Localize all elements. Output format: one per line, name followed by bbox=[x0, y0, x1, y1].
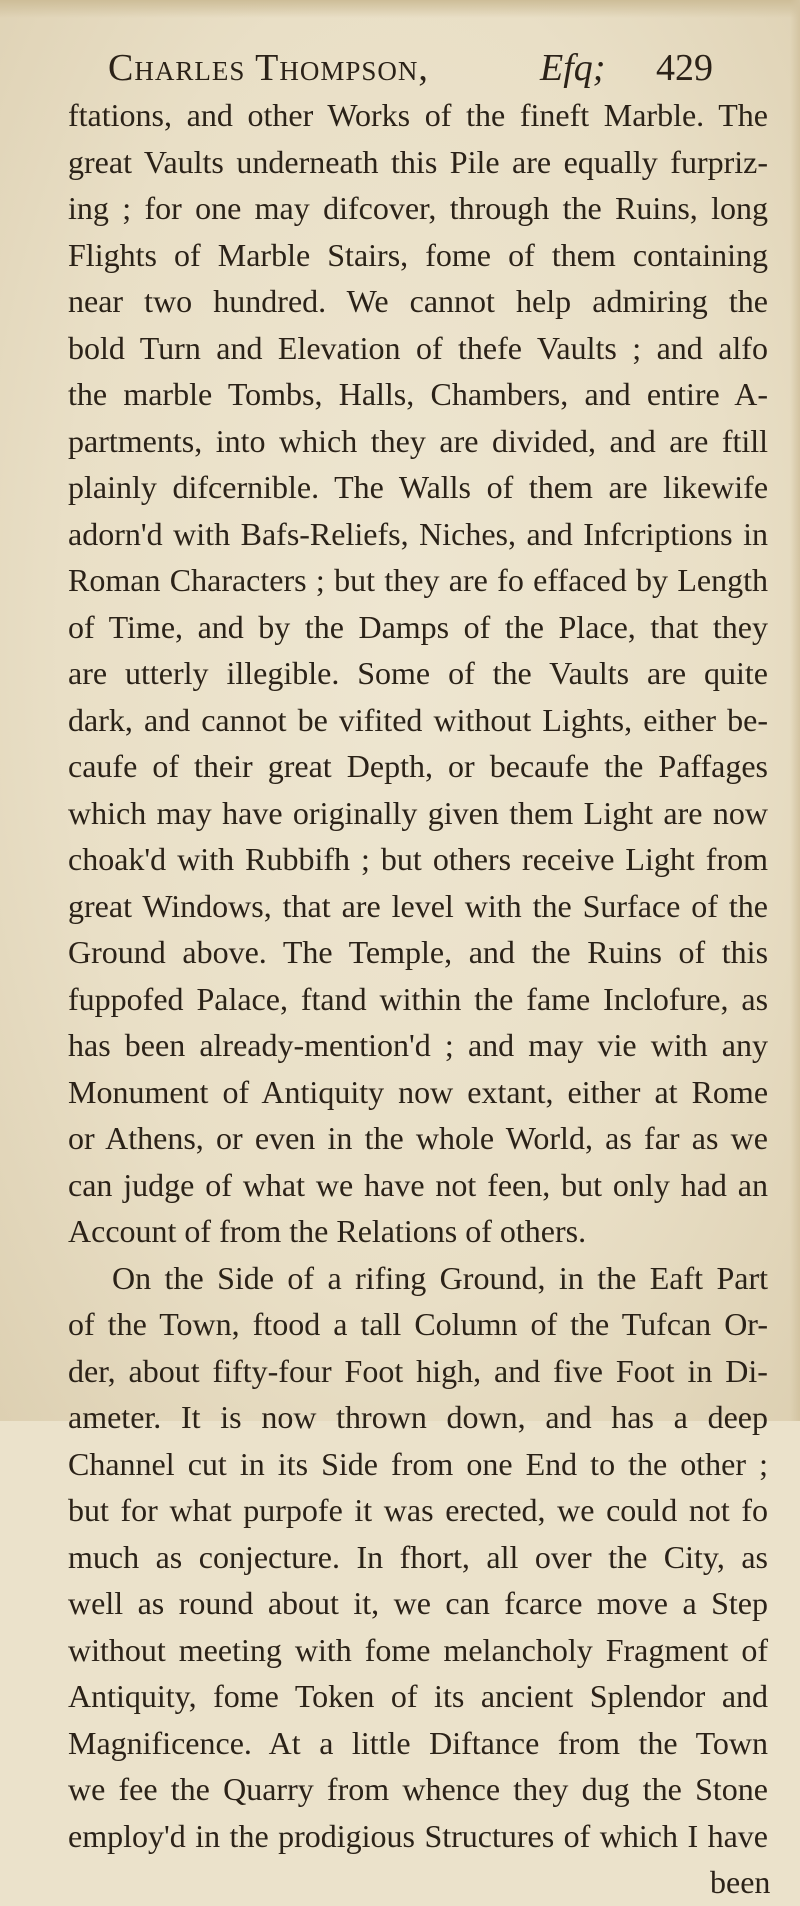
page-number: 429 bbox=[656, 47, 713, 89]
text-line: Account of from the Relations of others. bbox=[68, 1213, 587, 1249]
catchword: been bbox=[710, 1864, 771, 1900]
text-line: partments, into which they are divided, and are ftill bbox=[68, 422, 769, 459]
text-line: great Windows, that are level with the Surface of the bbox=[68, 887, 768, 924]
text-line: much as conjecture. In fhort, all over the City, as bbox=[68, 1538, 768, 1575]
text-line: Antiquity, fome Token of its ancient Splendor and bbox=[68, 1678, 769, 1714]
running-header bbox=[0, 38, 800, 98]
text-line: without meeting with fome melancholy Fragment of bbox=[68, 1631, 769, 1668]
paragraph-start-line: On the Side of a rifing Ground, in the Eaft Part bbox=[112, 1259, 769, 1296]
text-line: ing ; for one may difcover, through the Ruins, long bbox=[68, 190, 768, 226]
text-line: or Athens, or even in the whole World, as far as we bbox=[68, 1120, 768, 1156]
text-line: bold Turn and Elevation of thefe Vaults ; and alfo bbox=[68, 329, 768, 366]
text-line: but for what purpofe it was erected, we could not fo bbox=[68, 1492, 768, 1528]
text-line: which may have originally given them Light are now bbox=[68, 794, 768, 831]
text-line: adorn'd with Bafs-Reliefs, Niches, and Infcriptions in bbox=[68, 515, 769, 552]
text-line: Ground above. The Temple, and the Ruins of this bbox=[68, 934, 769, 970]
text-line: we fee the Quarry from whence they dug the Stone bbox=[68, 1771, 768, 1807]
text-line: Flights of Marble Stairs, fome of them containing bbox=[68, 236, 768, 273]
text-line: ftations, and other Works of the fineft Marble. The bbox=[68, 97, 769, 133]
page-top-edge bbox=[0, 0, 800, 18]
text-line: can judge of what we have not feen, but only had an bbox=[68, 1166, 769, 1203]
text-line: plainly difcernible. The Walls of them are likewife bbox=[68, 469, 769, 505]
text-line: of the Town, ftood a tall Column of the Tufcan Or- bbox=[68, 1306, 768, 1342]
text-line: the marble Tombs, Halls, Chambers, and entire A- bbox=[68, 376, 768, 412]
text-line: ameter. It is now thrown down, and has a deep bbox=[68, 1399, 768, 1435]
text-line: well as round about it, we can fcarce move a Step bbox=[68, 1585, 769, 1621]
text-line: fuppofed Palace, ftand within the fame Inclofure, as bbox=[68, 980, 769, 1017]
text-line: Monument of Antiquity now extant, either at Rome bbox=[68, 1073, 769, 1110]
text-line: Magnificence. At a little Diftance from the Town bbox=[68, 1724, 769, 1761]
running-title: Charles Thompson, bbox=[108, 47, 429, 89]
body-text bbox=[68, 92, 771, 1906]
text-line: choak'd with Rubbifh ; but others receive Light from bbox=[68, 841, 768, 877]
text-line: has been already-mention'd ; and may vie with any bbox=[68, 1027, 769, 1063]
text-line: Roman Characters ; but they are fo effaced by Length bbox=[68, 562, 769, 598]
text-line: near two hundred. We cannot help admiring the bbox=[68, 283, 768, 319]
text-line: great Vaults underneath this Pile are equally furpriz- bbox=[68, 143, 769, 180]
text-line: dark, and cannot be vifited without Lights, either be- bbox=[68, 701, 768, 738]
text-line: are utterly illegible. Some of the Vaults are quite bbox=[68, 655, 769, 691]
text-line: der, about fifty-four Foot high, and five Foot in Di- bbox=[68, 1352, 768, 1389]
text-line: caufe of their great Depth, or becaufe the Paffages bbox=[68, 748, 769, 784]
text-line: Channel cut in its Side from one End to the other ; bbox=[68, 1445, 768, 1482]
page-right-edge bbox=[790, 0, 800, 1421]
running-title-honorific: Efq; bbox=[540, 47, 606, 89]
text-line: employ'd in the prodigious Structures of which I have bbox=[68, 1817, 768, 1854]
text-line: of Time, and by the Damps of the Place, that they bbox=[68, 608, 768, 645]
